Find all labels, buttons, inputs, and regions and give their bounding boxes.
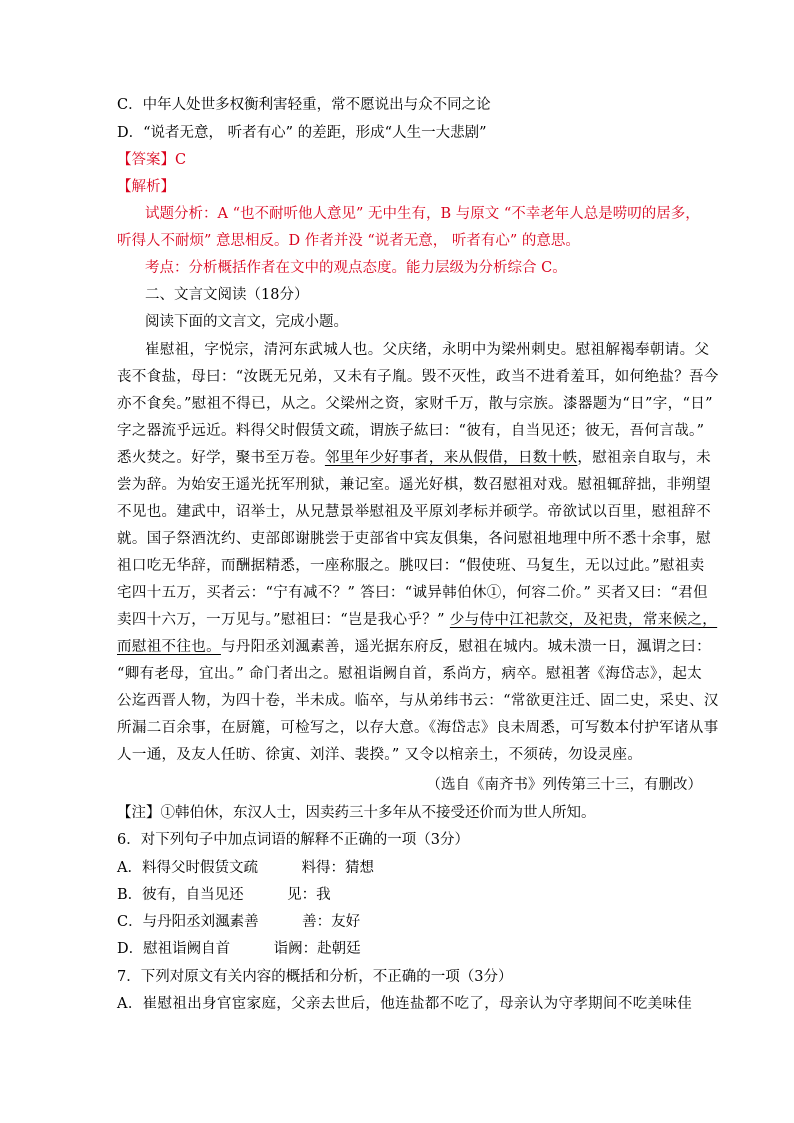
- analysis-line-2: 听得人不耐烦” 意思相反。D 作者并没 “说者无意， 听者有心” 的意思。: [117, 233, 580, 249]
- q5-option-c: C．中年人处世多权衡利害轻重，常不愿说出与众不同之论: [117, 97, 491, 113]
- q5-option-d: D．“说者无意， 听者有心” 的差距，形成“人生一大悲剧”: [117, 125, 487, 141]
- q6-option-a: A．料得父时假赁文疏 料得：猜想: [117, 860, 374, 876]
- underlined-sentence-2-end: 而慰祖不往也。: [117, 639, 221, 655]
- underlined-sentence-2: 少与侍中江祀款交，及祀贵，常来候之，: [449, 612, 718, 628]
- passage-line: 人一通，及友人任昉、徐寅、刘洋、裴揆。” 又令以棺亲土，不须砖，勿设灵座。: [117, 747, 643, 763]
- q7-option-a: A．崔慰祖出身官宦家庭，父亲去世后，他连盐都不吃了，母亲认为守孝期间不吃美味佳: [117, 996, 693, 1012]
- q6-option-d: D．慰祖诣阙自首 诣阙：赴朝廷: [117, 941, 361, 957]
- footnote: 【注】①韩伯休，东汉人士，因卖药三十多年从不接受还价而为世人所知。: [117, 805, 596, 821]
- passage-line: 崔慰祖，字悦宗，清河东武城人也。父庆绪，永明中为梁州刺史。慰祖解褐奉朝请。父: [145, 342, 710, 358]
- analysis-line-1: 试题分析：A “也不耐听他人意见” 无中生有，B 与原文 “不幸老年人总是唠叨的居多，: [145, 206, 700, 222]
- passage-line: [117, 610, 717, 630]
- passage-line: 亦不食矣。”慰祖不得已，从之。父梁州之资，家财千万，散与宗族。漆器题为“日”字，“日”: [117, 396, 713, 412]
- passage-line: 宅四十五万，买者云：“宁有减不？” 答曰：“诚异韩伯休①，何容二价。” 买者又曰：“君但: [117, 585, 708, 601]
- question-6: 6．对下列句子中加点词语的解释不正确的一项（3分）: [117, 832, 469, 848]
- passage-line: 公迄西晋人物，为四十卷，半未成。临卒，与从弟纬书云：“常欲更注迁、固二史，采史、汉: [117, 693, 719, 709]
- passage-line: “卿有老母，宜出。” 命门者出之。慰祖诣阙自首，系尚方，病卒。慰祖著《海岱志》，起太: [117, 666, 703, 682]
- question-7: 7．下列对原文有关内容的概括和分析，不正确的一项（3分）: [117, 969, 513, 985]
- passage-line: 丧不食盐，母曰：“汝既无兄弟，又未有子胤。毁不灭性，政当不进肴羞耳，如何绝盐？吾今: [117, 369, 719, 385]
- passage-line: 尝为辞。为始安王遥光抚军刑狱，兼记室。遥光好棋，数召慰祖对戏。慰祖辄辞拙，非朔望: [117, 477, 711, 493]
- passage-text: ，慰祖亲自取与，未: [577, 450, 712, 466]
- q6-option-b: B．彼有，自当见还 见：我: [117, 887, 331, 903]
- passage-text: 悉火焚之。好学，聚书至万卷。: [117, 450, 325, 466]
- analysis-label: 【解析】: [117, 179, 175, 195]
- passage-line: 不见也。建武中，诏举士，从兄慧景举慰祖及平原刘孝标并硕学。帝欲试以百里，慰祖辞不: [117, 504, 711, 520]
- passage-source: （选自《南齐书》列传第三十三，有删改）: [426, 777, 702, 793]
- underlined-sentence-1: 邻里年少好事者，来从假借，日数十帙: [324, 450, 578, 466]
- q6-option-c: C．与丹阳丞刘渢素善 善：友好: [117, 914, 361, 930]
- passage-text: 卖四十六万，一万见与。”慰祖曰：“岂是我心乎？”: [117, 612, 450, 628]
- passage-line: 祖口吃无华辞，而酬据精悉，一座称服之。朓叹曰：“假使班、马复生，无以过此。”慰祖卖: [117, 558, 705, 574]
- passage-line: 字之器流乎远近。料得父时假赁文疏，谓族子紘曰：“彼有，自当见还；彼无，吾何言哉。”: [117, 423, 705, 439]
- reading-instruction: 阅读下面的文言文，完成小题。: [145, 314, 348, 330]
- answer-line: [117, 150, 186, 170]
- passage-line: [117, 448, 711, 468]
- answer-label: 【答案】: [117, 152, 175, 168]
- kaodian-line: 考点：分析概括作者在文中的观点态度。能力层级为分析综合 C。: [145, 260, 567, 276]
- passage-line: [117, 637, 711, 657]
- answer-value: C: [175, 152, 187, 168]
- passage-text: 与丹阳丞刘渢素善，遥光据东府反，慰祖在城内。城未溃一日，渢谓之曰：: [220, 639, 711, 655]
- passage-line: 就。国子祭酒沈约、吏部郎谢朓尝于吏部省中宾友俱集，各问慰祖地理中所不悉十余事，慰: [117, 531, 711, 547]
- section-heading: 二、文言文阅读（18分）: [145, 287, 309, 303]
- passage-line: 所漏二百余事，在厨簏，可检写之，以存大意。《海岱志》良未周悉，可写数本付护军诸从事: [117, 720, 719, 736]
